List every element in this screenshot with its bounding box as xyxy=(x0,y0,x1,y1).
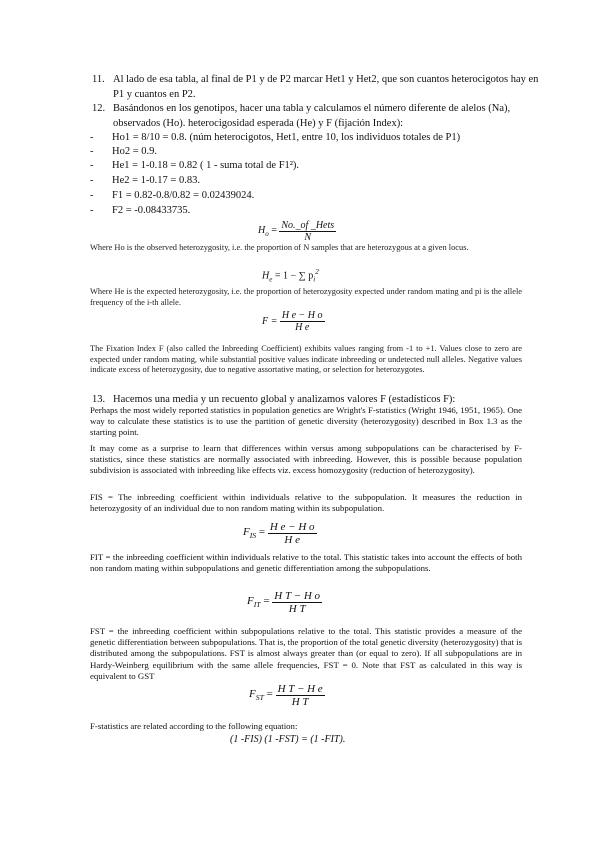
paragraph-fis-definition: FIS = The inbreeding coefficient within individuals relative to the subpopulation. It measures the reduction in heterozygosity of an individual due to non random mating within its subpopulation. xyxy=(90,492,522,514)
item-number: 11. xyxy=(92,74,105,85)
paragraph-ho-definition: Where Ho is the observed heterozygosity, i.e. the proportion of N samples that are heterozygous at a given locus. xyxy=(90,243,469,252)
equation-fst: $F_{ST}$ = $\frac{\text{H T − H e}}{\text{H T}}$ xyxy=(249,683,323,708)
item-text: Basándonos en los genotipos, hacer una tabla y calculamos el número diferente de alelos (Na), observados (Ho). heterocigosidad esperada (He) y F (fijación Index): xyxy=(113,103,511,129)
equation-fit: $F_{IT}$ = $\frac{\text{H T − H o}}{\text{H T}}$ xyxy=(247,590,321,615)
item-number: 12. xyxy=(92,103,106,114)
equation-he: $H_e = 1$ − ∑ $p_i^2$ xyxy=(262,268,319,284)
equation-ho: $H_o$ = $\frac{\text{No.\_of \_Hets}}{N}$ xyxy=(258,220,335,243)
paragraph-fit-definition: FIT = the inbreeding coefficient within individuals relative to the total. This statistic takes into account the effects of both non random mating within subpopulations and genetic differentiation among the subpopulations. xyxy=(90,552,522,574)
item-text: Hacemos una media y un recuento global y analizamos valores F (estadísticos F): xyxy=(113,394,456,405)
paragraph-f-statistics-relation: F-statistics are related according to the following equation: xyxy=(90,721,298,731)
equation-relation: (1 -FIS) (1 -FST) = (1 -FIT). xyxy=(230,734,346,745)
equation-f: F = $\frac{\text{H e − H o}}{\text{H e}}$ xyxy=(262,310,323,333)
paragraph-wright-intro: Perhaps the most widely reported statistics in population genetics are Wright's F-statistics (Wright 1946, 1951, 1965). One way to calculate these statistics is to use the partition of genetic diversity (heterozygosity) described in Box 1.3 as the starting point. xyxy=(90,405,522,438)
equation-fis: $F_{IS}$ = $\frac{\text{H e − H o}}{\text{H e}}$ xyxy=(243,521,315,546)
paragraph-subpopulations: It may come as a surprise to learn that differences within versus among subpopulations can be characterised by F-statistics, since these statistics are normally associated with inbreeding. However, this is possible because population subdivision is associated with inbreeding like effects viz. excess homozygosity (reduction of heterozygosity). xyxy=(90,443,522,476)
item-text: Al lado de esa tabla, al final de P1 y de P2 marcar Het1 y Het2, que son cuantos heterocigotos hay en P1 y cuantos en P2. xyxy=(113,74,539,100)
item-number: 13. xyxy=(92,394,106,405)
document-page: 11. Al lado de esa tabla, al final de P1 y de P2 marcar Het1 y Het2, que son cuantos heterocigotos hay en P1 y cuantos en P2. 12. Basándonos en los genotipos, hacer una tabla y calculamos el número diferente de alelos (Na), observados (Ho). heterocigosidad esperada (He) y F (fijación Index): - Ho1 = 8/10 = 0.8. (núm heterocigotos, Het1, entre 10, los individuos totales de P1) - Ho2 = 0.9. - He1 = 1-0.18 = 0.82 ( 1 - suma total de F1²). - He2 = 1-0.17 = 0.83. - F1 = 0.82-0.8/0.82 = 0.02439024. - F2 = -0.08433735. $H_o$ = $\frac{\text{No.\_of \_Hets}}{N}$ Where Ho is the observed heterozygosity, i.e. the proportion of N samples that are heterozygous at a given locus. $H_e = 1$ − ∑ $p_i^2$ Where He is the expected heterozygosity, i.e. the proportion of heterozygosity expected under random mating and pi is the allele frequency of the i-th allele. F = $\frac{\text{H e − H o}}{\text{H e}}$ The Fixation Index F (also called the Inbreeding Coefficient) exhibits values ranging from -1 to +1. Values close to zero are expected under random mating, while substantial positive values indicate inbreeding or undetected null alleles. Negative values indicate excess of heterozygosity, due to negative assortative mating, or selection for heterozygotes. 13. Hacemos una media y un recuento global y analizamos valores F (estadísticos F): Perhaps the most widely reported statistics in population genetics are Wright's F-statistics (Wright 1946, 1951, 1965). One way to calculate these statistics is to use the partition of genetic diversity (heterozygosity) described in Box 1.3 as the starting point. It may come as a surprise to learn that differences within versus among subpopulations can be characterised by F-statistics, since these statistics are normally associated with inbreeding. However, this is possible because population subdivision is associated with inbreeding like effects viz. excess homozygosity (reduction of heterozygosity). FIS = The inbreeding coefficient within individuals relative to the subpopulation. It measures the reduction in heterozygosity of an individual due to non random mating within its subpopulation. $F_{IS}$ = $\frac{\text{H e − H o}}{\text{H e}}$ FIT = the inbreeding coefficient within individuals relative to the total. This statistic takes into account the effects of both non random mating within subpopulations and genetic differentiation among the subpopulations. $F_{IT}$ = $\frac{\text{H T − H o}}{\text{H T}}$ FST = the inbreeding coefficient within subpopulations relative to the total. This statistic provides a measure of the genetic differentiation between subpopulations. That is, the proportion of the total genetic diversity (heterozygosity) that is distributed among the subpopulations. FST is almost always greater than (or equal to zero). If all subpopulations are in Hardy-Weinberg equilibrium with the same allele frequencies, FST = 0. Note that FST as calculated in this way is equivalent to GST $F_{ST}$ = $\frac{\text{H T − H e}}{\text{H T}}$ F-statistics are related according to the following equation: (1 -FIS) (1 -FST) = (1 -FIT). xyxy=(90,74,539,745)
paragraph-fixation-index: The Fixation Index F (also called the Inbreeding Coefficient) exhibits values ranging from -1 to +1. Values close to zero are expected under random mating, while substantial positive values indicate inbreeding or undetected null alleles. Negative values indicate excess of heterozygosity, due to negative assortative mating, or selection for heterozygotes. xyxy=(90,344,522,375)
paragraph-fst-definition: FST = the inbreeding coefficient within subpopulations relative to the total. This statistic provides a measure of the genetic differentiation between subpopulations. That is, the proportion of the total genetic diversity (heterozygosity) that is distributed among the subpopulations. FST is almost always greater than (or equal to zero). If all subpopulations are in Hardy-Weinberg equilibrium with the same allele frequencies, FST = 0. Note that FST as calculated in this way is equivalent to GST xyxy=(90,626,522,681)
paragraph-he-definition: Where He is the expected heterozygosity, i.e. the proportion of heterozygosity expected under random mating and pi is the allele frequency of the i-th allele. xyxy=(90,287,522,307)
